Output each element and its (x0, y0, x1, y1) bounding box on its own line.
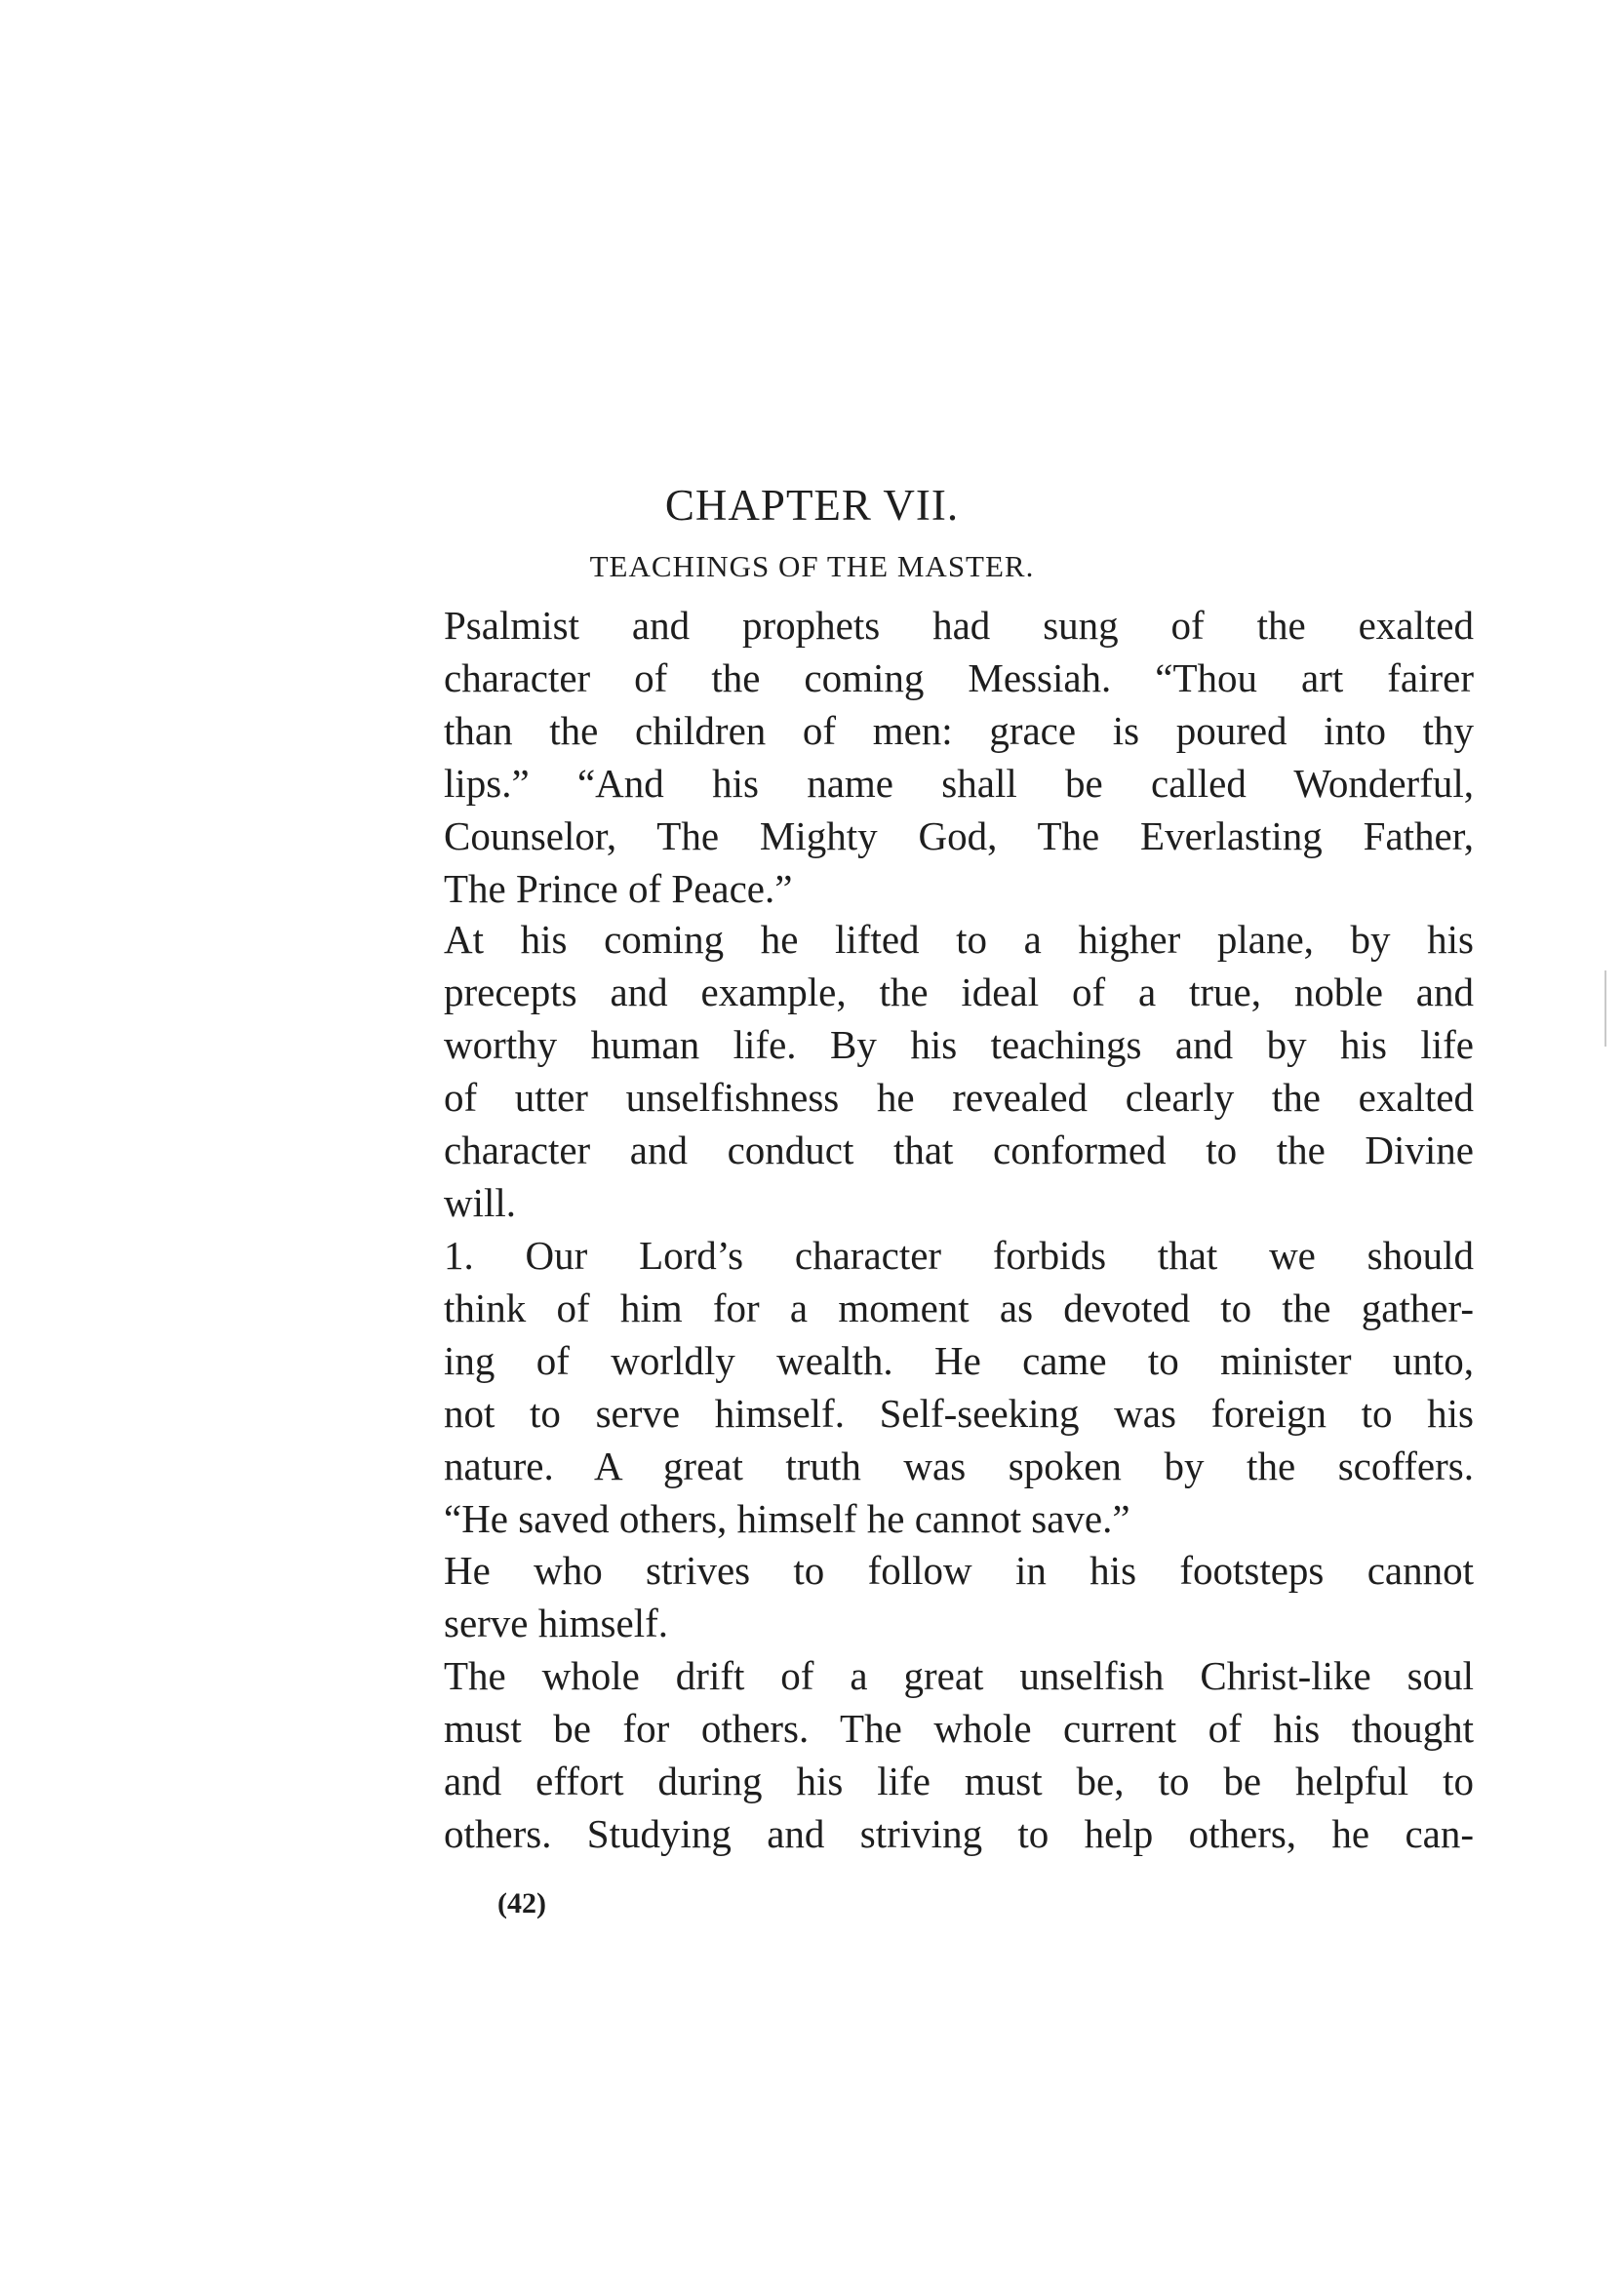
text-line: nature. A great truth was spoken by the scoffers. (444, 1444, 1474, 1488)
text-line: At his coming he lifted to a higher plane, by his (444, 917, 1474, 962)
page-number: (42) (497, 1887, 546, 1919)
text-line: character and conduct that conformed to the Divine (444, 1128, 1474, 1172)
text-line: ing of worldly wealth. He came to minister unto, (444, 1338, 1474, 1383)
paragraph-prophecy (444, 599, 1474, 915)
text-line: of utter unselfishness he revealed clearly the exalted (444, 1075, 1474, 1120)
text-line: The whole drift of a great unselfish Christ-like soul (444, 1653, 1474, 1698)
text-line: serve himself. (444, 1601, 668, 1645)
paragraph-footsteps (444, 1544, 1474, 1649)
text-line: not to serve himself. Self-seeking was foreign to his (444, 1391, 1474, 1436)
text-line: worthy human life. By his teachings and by his life (444, 1022, 1474, 1067)
text-line: character of the coming Messiah. “Thou art fairer (444, 655, 1474, 700)
paragraph-coming (444, 913, 1474, 1229)
text-line: think of him for a moment as devoted to the gather- (444, 1286, 1474, 1330)
text-line: lips.” “And his name shall be called Wonderful, (444, 761, 1474, 806)
scan-artifact-line (1604, 970, 1606, 1047)
paragraph-point-one (444, 1229, 1474, 1545)
text-line: Counselor, The Mighty God, The Everlasting Father, (444, 813, 1474, 858)
text-line: Psalmist and prophets had sung of the exalted (444, 603, 1474, 648)
text-line: must be for others. The whole current of his thought (444, 1706, 1474, 1751)
text-line: “He saved others, himself he cannot save.” (444, 1496, 1130, 1541)
text-line: precepts and example, the ideal of a true, noble and (444, 969, 1474, 1014)
text-line: and effort during his life must be, to be helpful to (444, 1759, 1474, 1803)
text-line: The Prince of Peace.” (444, 866, 793, 911)
text-line: will. (444, 1180, 517, 1225)
chapter-title: CHAPTER VII. (664, 481, 960, 530)
text-line: He who strives to follow in his footsteps cannot (444, 1548, 1474, 1593)
paragraph-unselfish-soul (444, 1649, 1474, 1860)
text-line: 1. Our Lord’s character forbids that we should (444, 1233, 1474, 1278)
section-title: TEACHINGS OF THE MASTER. (589, 549, 1035, 583)
text-line: than the children of men: grace is poured into thy (444, 708, 1474, 753)
text-line: others. Studying and striving to help others, he can- (444, 1811, 1474, 1856)
